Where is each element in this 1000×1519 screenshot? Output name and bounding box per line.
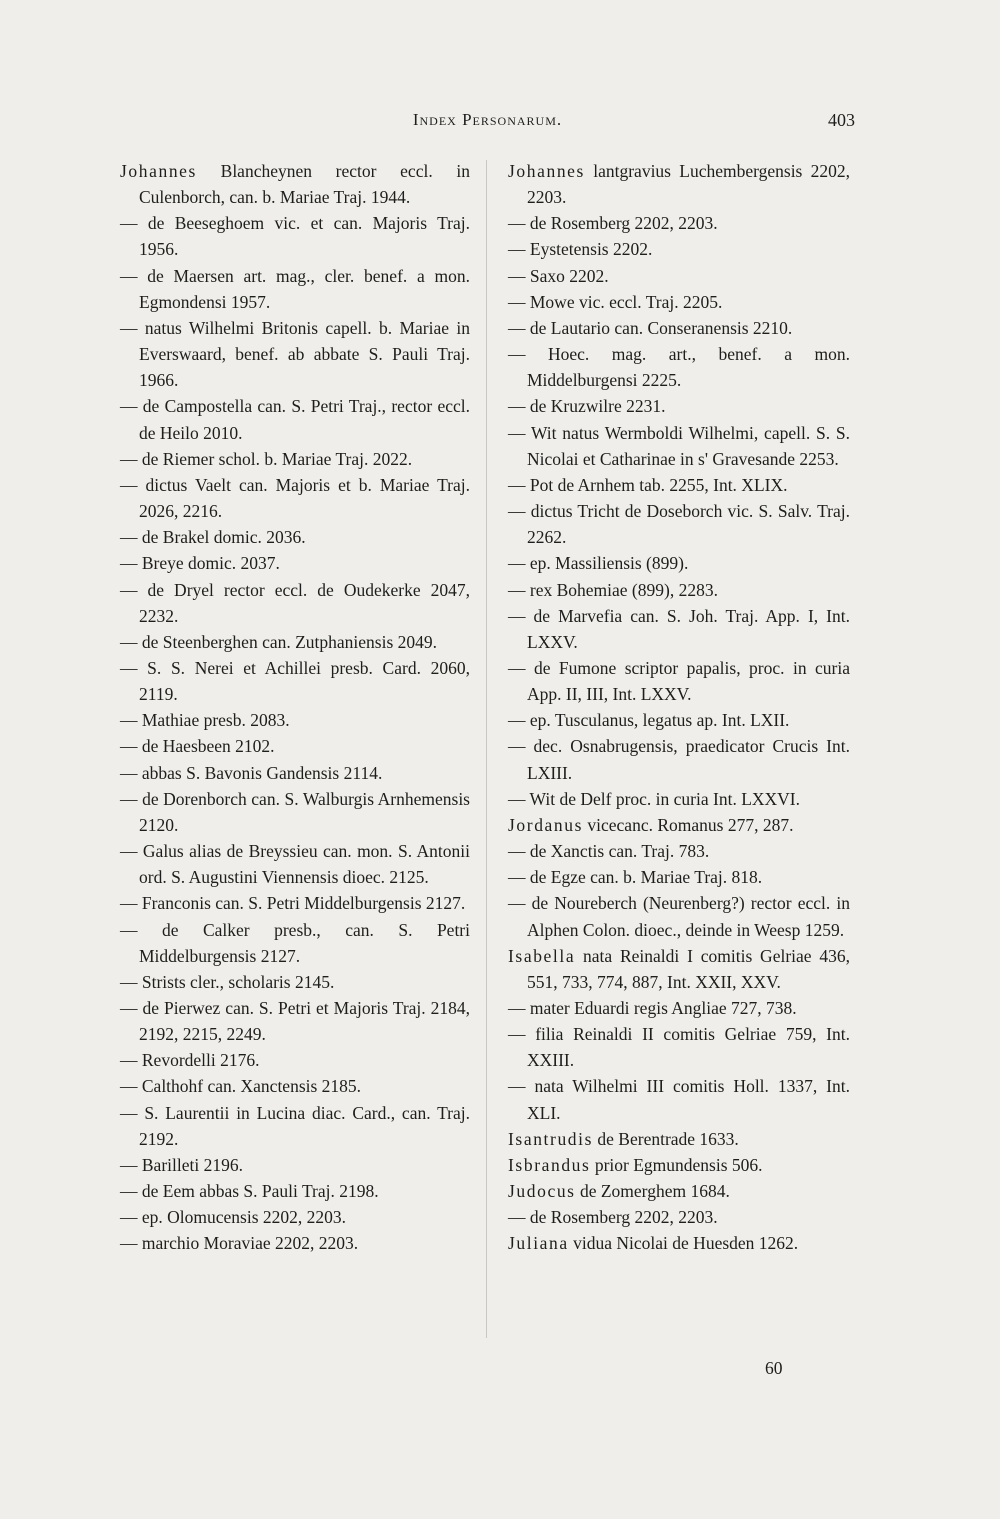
index-entry-text: — dec. Osnabrugensis, praedicator Crucis Int. LXIII. [508,736,850,783]
index-entry-text: — ep. Massiliensis (899). [508,553,689,574]
index-entry [508,655,850,707]
index-entry-text: — Eystetensis 2202. [508,239,653,260]
index-entry-text: — dictus Tricht de Doseborch vic. S. Salv. Traj. 2262. [508,501,850,548]
index-entry [120,1152,470,1178]
index-entry [508,864,850,890]
index-entry-text: — Mowe vic. eccl. Traj. 2205. [508,291,723,312]
index-entry [508,236,850,262]
index-headword: Juliana [508,1233,569,1254]
index-entry-text: de Zomerghem 1684. [575,1181,730,1202]
index-entry [508,890,850,942]
index-entry [508,289,850,315]
index-entry [120,733,470,759]
index-entry-text: — Franconis can. S. Petri Middelburgensis 2127. [120,893,466,914]
index-entry [508,158,850,210]
index-entry [508,786,850,812]
index-entry [508,1073,850,1125]
index-entry-text: — S. S. Nerei et Achillei presb. Card. 2060, 2119. [120,657,470,705]
index-entry-text: — de Riemer schol. b. Mariae Traj. 2022. [120,448,413,469]
index-entry-text: vidua Nicolai de Huesden 1262. [568,1233,799,1254]
index-entry-text: — de Xanctis can. Traj. 783. [508,841,710,862]
index-entry-text: — rex Bohemiae (899), 2283. [508,579,718,600]
index-entry [120,263,470,315]
index-entry-text: — Breye domic. 2037. [120,553,280,574]
index-entry-text: — de Kruzwilre 2231. [508,396,666,417]
index-headword: Jordanus [508,814,584,835]
index-entry [120,524,470,550]
column-divider [486,160,487,1338]
index-entry [120,446,470,472]
index-entry [508,1126,850,1152]
index-entry [508,995,850,1021]
page-number: 403 [828,110,855,130]
index-entry [508,812,850,838]
index-entry-text: — Galus alias de Breyssieu can. mon. S. Antonii ord. S. Augustini Viennensis dioec. 2125. [120,841,470,888]
index-entry-text: — Wit de Delf proc. in curia Int. LXXVI. [508,788,801,809]
index-entry [120,1100,470,1152]
index-entry-text: — Revordelli 2176. [120,1050,260,1071]
index-entry-text: — ep. Olomucensis 2202, 2203. [120,1207,347,1228]
index-entry [120,1047,470,1073]
index-entry [120,158,470,210]
index-entry [508,341,850,393]
index-entry-text: — Strists cler., scholaris 2145. [120,971,335,992]
index-entry-text: — de Beeseghoem vic. et can. Majoris Traj. 1956. [120,213,470,260]
index-entry-text: — natus Wilhelmi Britonis capell. b. Mariae in Everswaard, benef. ab abbate S. Pauli Traj. 1966. [120,317,470,391]
index-entry-text: Blancheynen rector eccl. in Culenborch, can. b. Mariae Traj. 1944. [139,161,470,208]
index-entry-text: lantgravius Luchembergensis 2202, 2203. [527,161,850,208]
index-entry [508,472,850,498]
index-entry-text: — de Marvefia can. S. Joh. Traj. App. I, Int. LXXV. [508,605,850,652]
index-entry-text: — Calthohf can. Xanctensis 2185. [120,1076,362,1097]
index-entry [120,577,470,629]
index-entry [508,263,850,289]
index-entry [120,760,470,786]
index-entry-text: de Berentrade 1633. [593,1128,739,1149]
index-entry-text: — de Brakel domic. 2036. [120,527,306,548]
index-entry [508,1152,850,1178]
index-entry [120,786,470,838]
index-entry [120,550,470,576]
index-entry-text: — Hoec. mag. art., benef. a mon. Middelburgensi 2225. [508,344,850,391]
index-entry [120,1204,470,1230]
index-entry-text: — abbas S. Bavonis Gandensis 2114. [120,762,383,783]
index-entry [508,603,850,655]
index-entry-text: — de Noureberch (Neurenberg?) rector eccl. in Alphen Colon. dioec., deinde in Weesp 1259. [508,893,850,940]
index-entry [120,917,470,969]
index-entry [508,838,850,864]
index-entry-text: — S. Laurentii in Lucina diac. Card., can. Traj. 2192. [120,1102,470,1149]
index-entry [120,210,470,262]
index-entry [120,838,470,890]
index-column-left [120,158,470,1257]
index-entry-text: — de Rosemberg 2202, 2203. [508,1207,718,1228]
index-entry-text: — de Dorenborch can. S. Walburgis Arnhemensis 2120. [120,788,470,835]
index-entry [508,577,850,603]
index-entry-text: — de Fumone scriptor papalis, proc. in curia App. II, III, Int. LXXV. [508,657,850,705]
index-entry-text: — de Dryel rector eccl. de Oudekerke 2047, 2232. [120,579,470,626]
index-headword: Johannes [508,161,585,181]
index-entry [120,655,470,707]
index-entry-text: — Wit natus Wermboldi Wilhelmi, capell. S. S. Nicolai et Catharinae in s' Gravesande 2253. [508,422,850,469]
index-entry-text: vicecanc. Romanus 277, 287. [583,814,794,835]
index-entry [508,1230,850,1256]
index-entry [508,498,850,550]
index-entry-text: — mater Eduardi regis Angliae 727, 738. [508,998,797,1018]
index-entry [508,707,850,733]
index-headword: Isantrudis [508,1128,594,1149]
index-entry [508,943,850,995]
index-entry-text: — de Egze can. b. Mariae Traj. 818. [508,867,763,888]
index-entry [508,1021,850,1073]
index-entry-text: — de Maersen art. mag., cler. benef. a mon. Egmondensi 1957. [120,265,470,312]
index-entry [508,315,850,341]
index-entry-text: — filia Reinaldi II comitis Gelriae 759, Int. XXIII. [508,1024,850,1071]
index-headword: Judocus [508,1181,576,1202]
index-entry-text: — Barilleti 2196. [120,1154,243,1175]
index-entry-text: — Pot de Arnhem tab. 2255, Int. XLIX. [508,474,788,495]
index-entry [120,315,470,393]
index-entry-text: — de Pierwez can. S. Petri et Majoris Traj. 2184, 2192, 2215, 2249. [120,998,470,1045]
index-entry-text: — de Haesbeen 2102. [120,736,275,757]
index-entry [508,420,850,472]
index-headword: Isbrandus [508,1154,591,1175]
index-entry [508,550,850,576]
index-entry [120,707,470,733]
index-entry [508,733,850,785]
index-headword: Johannes [120,161,197,181]
index-entry [120,995,470,1047]
index-entry [120,629,470,655]
index-entry [120,472,470,524]
index-entry [120,1230,470,1256]
index-entry-text: — Mathiae presb. 2083. [120,710,290,731]
index-entry [120,393,470,445]
index-entry-text: — marchio Moraviae 2202, 2203. [120,1233,359,1254]
index-entry [508,210,850,236]
index-headword: Isabella [508,945,576,966]
index-column-right [508,158,850,1257]
index-entry [120,1073,470,1099]
index-entry-text: — Saxo 2202. [508,265,609,286]
index-entry-text: — de Rosemberg 2202, 2203. [508,213,718,234]
page-header [120,110,855,138]
index-entry-text: prior Egmundensis 506. [590,1154,763,1175]
index-entry-text: nata Reinaldi I comitis Gelriae 436, 551, 733, 774, 887, Int. XXII, XXV. [527,945,850,992]
index-entry-text: — de Lautario can. Conseranensis 2210. [508,317,793,338]
signature-mark: 60 [765,1358,783,1378]
index-entry [508,1204,850,1230]
index-entry-text: — nata Wilhelmi III comitis Holl. 1337, Int. XLI. [508,1076,850,1123]
index-entry [120,1178,470,1204]
index-entry-text: — de Steenberghen can. Zutphaniensis 2049. [120,631,438,652]
index-entry-text: — dictus Vaelt can. Majoris et b. Mariae Traj. 2026, 2216. [120,474,470,522]
index-entry-text: — ep. Tusculanus, legatus ap. Int. LXII. [508,710,790,731]
index-entry [508,393,850,419]
index-entry [120,969,470,995]
index-entry [120,890,470,916]
index-entry-text: — de Calker presb., can. S. Petri Middelburgensis 2127. [120,919,470,966]
index-entry-text: — de Eem abbas S. Pauli Traj. 2198. [120,1181,379,1202]
index-entry [508,1178,850,1204]
running-title: Index Personarum. [412,110,563,129]
index-entry-text: — de Campostella can. S. Petri Traj., rector eccl. de Heilo 2010. [120,396,470,443]
